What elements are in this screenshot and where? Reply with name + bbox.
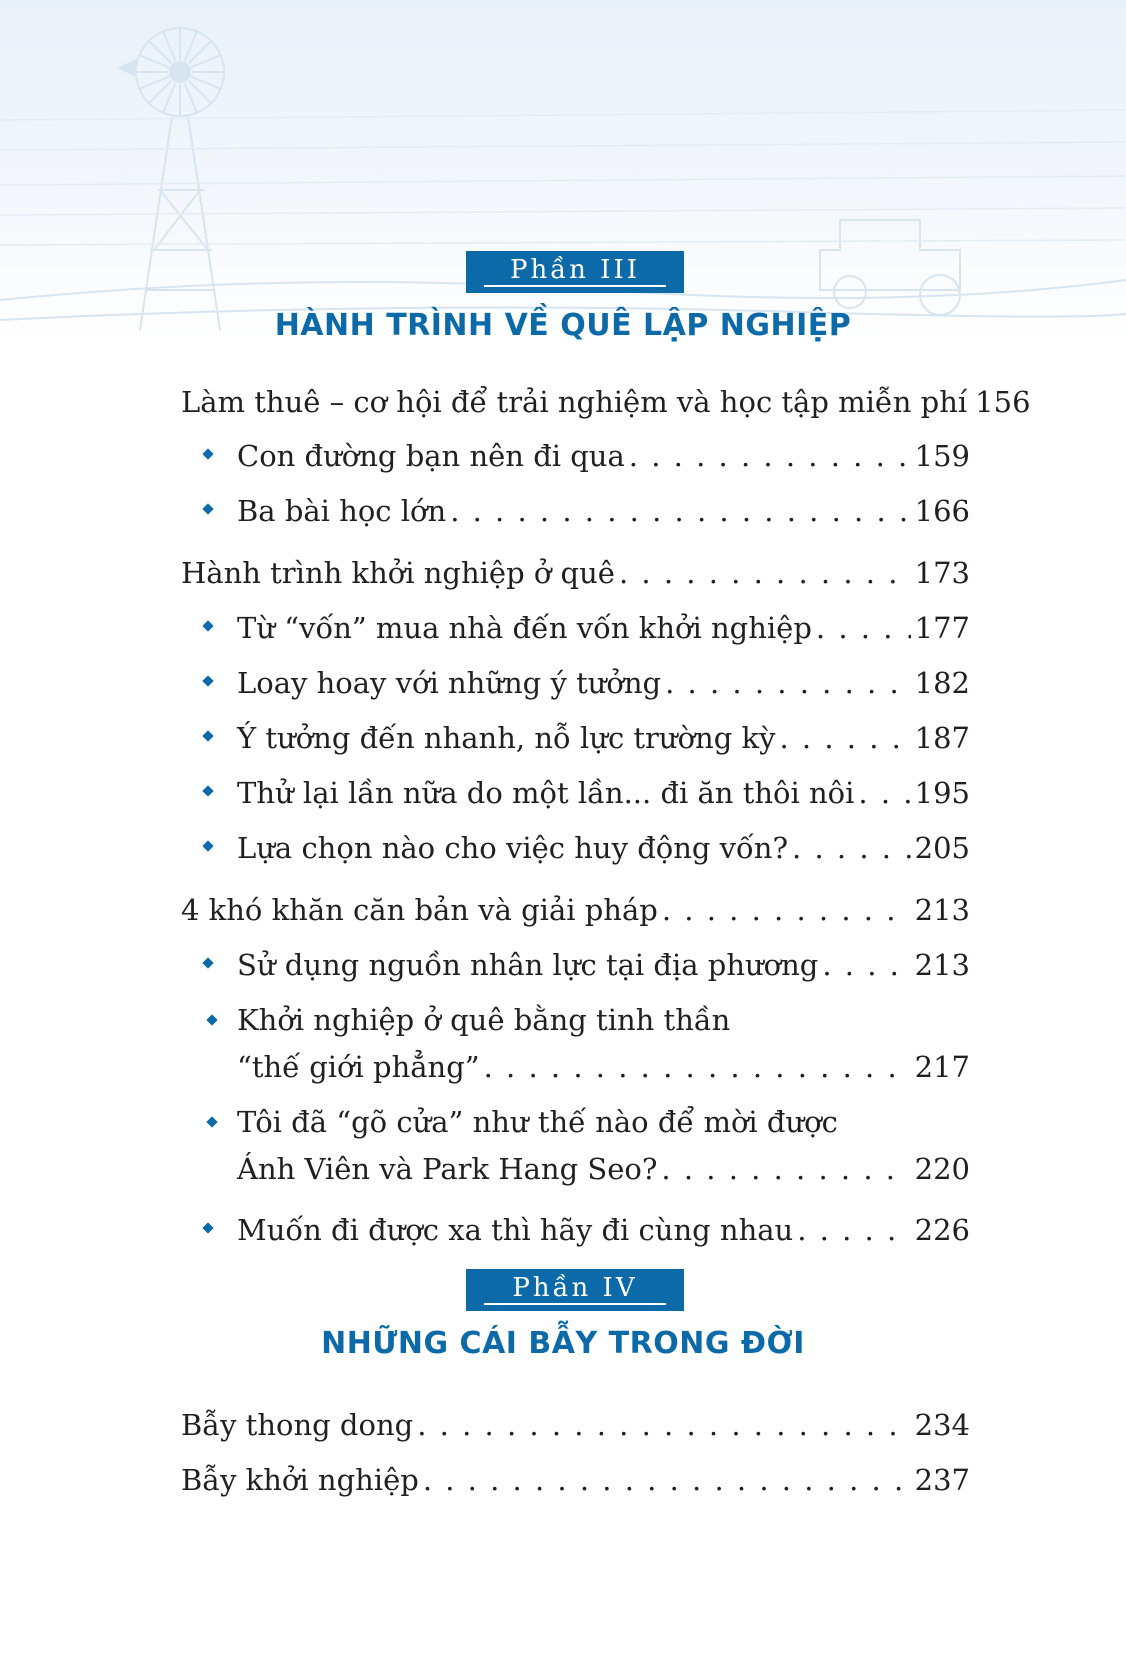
dot-leader xyxy=(450,491,910,531)
toc-page-number: 213 xyxy=(914,948,970,982)
toc-section-entry xyxy=(237,491,970,531)
bullet-icon xyxy=(202,1222,213,1233)
dot-leader xyxy=(629,436,911,476)
bullet-icon xyxy=(202,675,213,686)
toc-entry-title: Bẫy khởi nghiệp xyxy=(181,1463,419,1497)
toc-entry-title: Muốn đi được xa thì hãy đi cùng nhau xyxy=(237,1213,794,1247)
part-title: NHỮNG CÁI BẪY TRONG ĐỜI xyxy=(321,1326,805,1361)
toc-page-number: 187 xyxy=(914,721,970,755)
toc-section-entry xyxy=(237,828,970,868)
toc-page-number: 173 xyxy=(914,556,970,590)
toc-entry-title: Ánh Viên và Park Hang Seo? xyxy=(237,1152,658,1186)
toc-page-number: 217 xyxy=(914,1050,970,1084)
toc-section-entry xyxy=(237,1149,970,1189)
bullet-icon xyxy=(202,840,213,851)
toc-chapter-entry xyxy=(181,890,970,930)
toc-section-entry xyxy=(237,608,970,648)
dot-leader xyxy=(816,608,911,648)
toc-entry-title: Ba bài học lớn xyxy=(237,494,447,528)
toc-entry-title: Bẫy thong dong xyxy=(181,1408,414,1442)
dot-leader xyxy=(822,945,910,985)
bullet-icon xyxy=(202,730,213,741)
part-label-box xyxy=(466,251,684,293)
toc-entry-title: Sử dụng nguồn nhân lực tại địa phương xyxy=(237,948,819,982)
toc-entry-title: Loay hoay với những ý tưởng xyxy=(237,666,662,700)
bullet-icon xyxy=(206,1116,217,1127)
toc-page-number: 182 xyxy=(914,666,970,700)
bullet-icon xyxy=(202,448,213,459)
part-title: HÀNH TRÌNH VỀ QUÊ LẬP NGHIỆP xyxy=(274,308,852,343)
toc-section-entry xyxy=(237,773,970,813)
bullet-icon xyxy=(202,503,213,514)
part-label-underline xyxy=(484,285,666,287)
bullet-icon xyxy=(202,620,213,631)
toc-page-number: 234 xyxy=(914,1408,970,1442)
toc-entry-title: “thế giới phẳng” xyxy=(237,1050,480,1084)
dot-leader xyxy=(662,890,911,930)
part-label-box xyxy=(466,1269,684,1311)
toc-section-entry xyxy=(237,718,970,758)
toc-page-number: 213 xyxy=(914,893,970,927)
toc-page-number: 166 xyxy=(914,494,970,528)
toc-page-number: 195 xyxy=(914,776,970,810)
toc-section-entry xyxy=(237,945,970,985)
toc-page-number: 177 xyxy=(914,611,970,645)
toc-entry-first-line: Tôi đã “gõ cửa” như thế nào để mời được xyxy=(237,1105,838,1139)
dot-leader xyxy=(417,1405,910,1445)
part-label: Phần III xyxy=(510,255,640,285)
toc-section-entry xyxy=(237,1210,970,1250)
toc-page-number: 226 xyxy=(914,1213,970,1247)
dot-leader xyxy=(661,1149,910,1189)
toc-section-entry xyxy=(237,436,970,476)
bullet-icon xyxy=(202,785,213,796)
toc-entry-title: Ý tưởng đến nhanh, nỗ lực trường kỳ xyxy=(237,721,776,755)
dot-leader xyxy=(423,1460,911,1500)
toc-page-number: 156 xyxy=(975,385,1031,419)
dot-leader xyxy=(792,828,911,868)
toc-chapter-entry xyxy=(181,1460,970,1500)
toc-page-number: 205 xyxy=(914,831,970,865)
toc-chapter-entry xyxy=(181,553,970,593)
toc-section-entry xyxy=(237,663,970,703)
toc-page-number: 159 xyxy=(914,439,970,473)
toc-entry-title: 4 khó khăn căn bản và giải pháp xyxy=(181,893,658,927)
bullet-icon xyxy=(202,957,213,968)
toc-entry-title: Từ “vốn” mua nhà đến vốn khởi nghiệp xyxy=(237,611,812,645)
toc-page-number: 237 xyxy=(914,1463,970,1497)
toc-chapter-entry xyxy=(181,382,1031,422)
dot-leader xyxy=(484,1047,911,1087)
toc-entry-title: Thử lại lần nữa do một lần... đi ăn thôi nôi xyxy=(237,776,855,810)
toc-section-entry xyxy=(237,1047,970,1087)
toc-chapter-entry xyxy=(181,1405,970,1445)
toc-entry-title: Làm thuê – cơ hội để trải nghiệm và học tập miễn phí xyxy=(181,385,968,419)
toc-entry-title: Hành trình khởi nghiệp ở quê xyxy=(181,556,615,590)
dot-leader xyxy=(797,1210,910,1250)
toc-page-number: 220 xyxy=(914,1152,970,1186)
dot-leader xyxy=(779,718,910,758)
toc-entry-title: Lựa chọn nào cho việc huy động vốn? xyxy=(237,831,789,865)
dot-leader xyxy=(858,773,910,813)
toc-entry-first-line: Khởi nghiệp ở quê bằng tinh thần xyxy=(237,1003,731,1037)
dot-leader xyxy=(619,553,911,593)
toc-entry-title: Con đường bạn nên đi qua xyxy=(237,439,625,473)
part-label: Phần IV xyxy=(512,1273,638,1303)
part-label-underline xyxy=(484,1303,666,1305)
dot-leader xyxy=(665,663,911,703)
bullet-icon xyxy=(206,1014,217,1025)
